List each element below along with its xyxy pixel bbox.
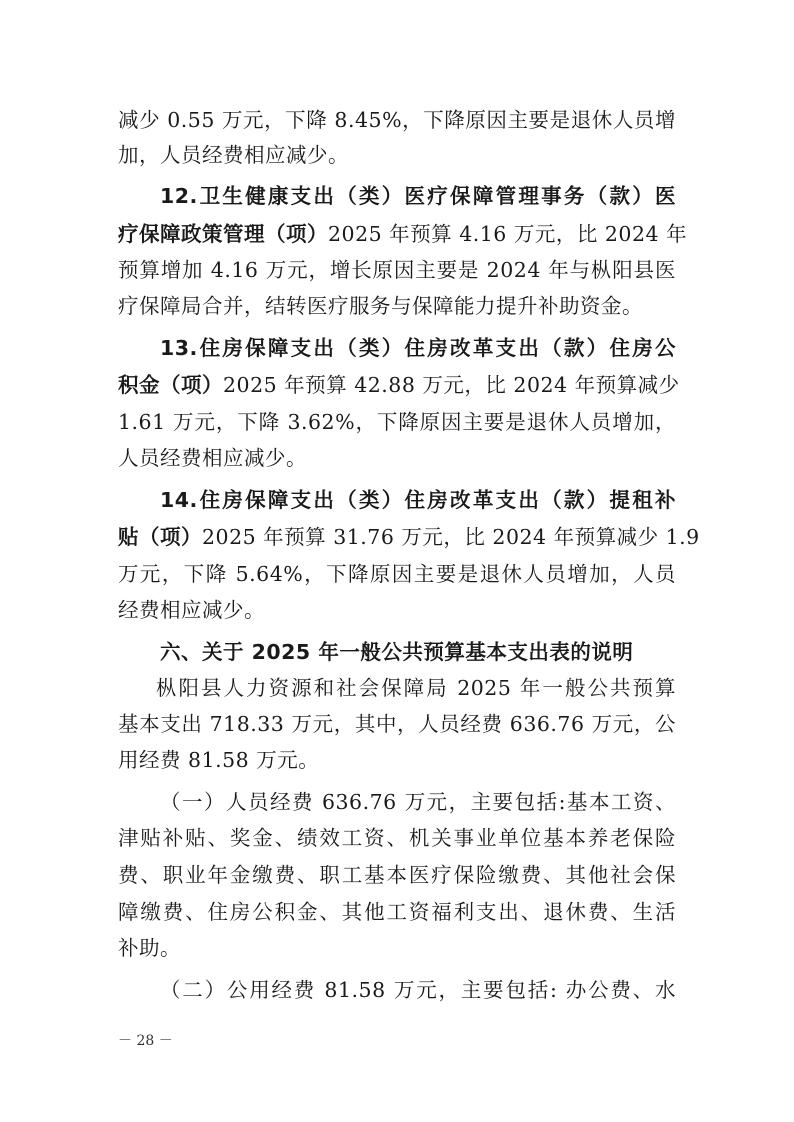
text-line: 津贴补贴、奖金、绩效工资、机关事业单位基本养老保险 <box>118 826 676 850</box>
text-line: 预算增加 4.16 万元，增长原因主要是 2024 年与枞阳县医 <box>118 258 676 282</box>
text-line: 疗保障局合并，结转医疗服务与保障能力提升补助资金。 <box>118 294 643 318</box>
section-heading-14: 14.住房保障支出（类）住房改革支出（款）提租补 <box>160 488 676 512</box>
text-line: 加，人员经费相应减少。 <box>118 143 349 167</box>
text-line: 基本支出 718.33 万元，其中，人员经费 636.76 万元，公 <box>118 712 676 736</box>
text-line: 枞阳县人力资源和社会保障局 2025 年一般公共预算 <box>156 676 676 700</box>
text-line: 经费相应减少。 <box>118 598 265 622</box>
text-line: 障缴费、住房公积金、其他工资福利支出、退休费、生活 <box>118 900 676 924</box>
section-heading-13: 13.住房保障支出（类）住房改革支出（款）住房公 <box>160 336 676 360</box>
text-span: 2025 年预算 42.88 万元，比 2024 年预算减少 <box>223 373 680 397</box>
text-line: 补助。 <box>118 936 181 960</box>
text-span: 2025 年预算 31.76 万元，比 2024 年预算减少 1.9 <box>202 525 700 549</box>
section-heading-13-cont: 积金（项） <box>118 373 223 397</box>
section-heading-6: 六、关于 2025 年一般公共预算基本支出表的说明 <box>160 640 634 664</box>
text-span: 2025 年预算 4.16 万元，比 2024 年 <box>328 222 688 246</box>
section-heading-12-cont: 疗保障政策管理（项） <box>118 222 328 246</box>
text-line: （一）人员经费 636.76 万元，主要包括:基本工资、 <box>160 790 676 814</box>
page-number: － 28 － <box>118 1033 173 1049</box>
text-line: 人员经费相应减少。 <box>118 446 307 470</box>
section-heading-14-cont: 贴（项） <box>118 525 202 549</box>
text-line: （二）公用经费 81.58 万元，主要包括: 办公费、水 <box>160 978 676 1002</box>
section-heading-12: 12.卫生健康支出（类）医疗保障管理事务（款）医 <box>160 184 676 208</box>
text-line: 费、职业年金缴费、职工基本医疗保险缴费、其他社会保 <box>118 863 676 887</box>
text-line: 减少 0.55 万元，下降 8.45%，下降原因主要是退休人员增 <box>118 108 676 132</box>
text-line: 万元，下降 5.64%，下降原因主要是退休人员增加，人员 <box>118 562 676 586</box>
text-line: 1.61 万元，下降 3.62%，下降原因主要是退休人员增加， <box>118 410 676 434</box>
text-line: 用经费 81.58 万元。 <box>118 748 320 772</box>
